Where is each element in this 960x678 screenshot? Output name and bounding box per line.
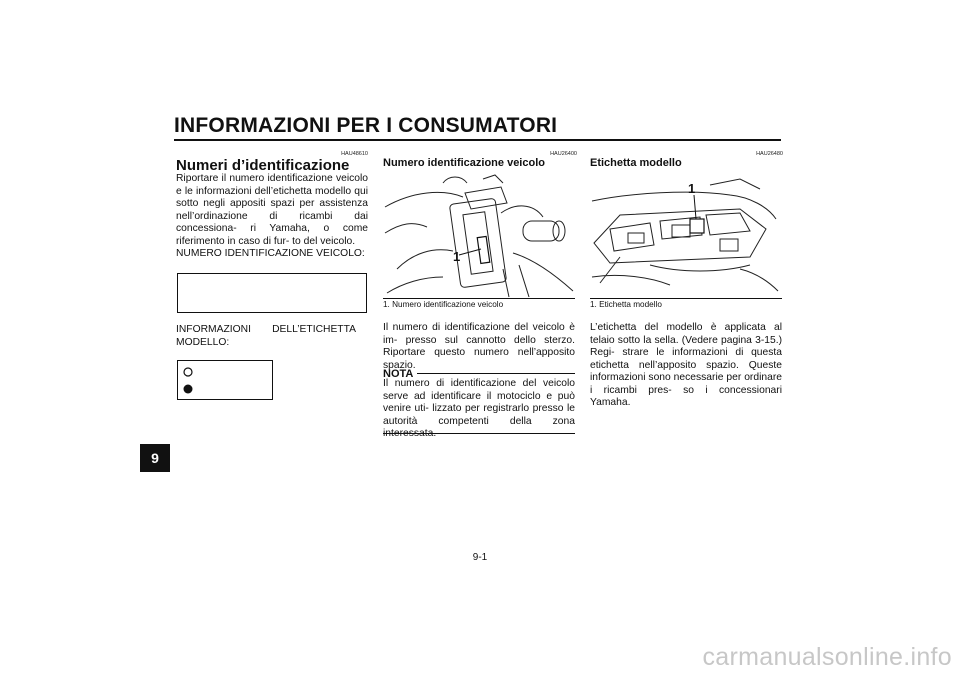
intro-paragraph [176,173,368,261]
caption-rule [383,298,575,299]
vin-entry-box[interactable] [177,273,367,313]
vin-paragraph: Il numero di identificazione del veicolo è im- presso sul cannotto dello sterzo. Riportare questo numero nell’apposito spazio. [383,322,575,371]
section-heading: Numeri d’identificazione [176,157,350,174]
intro-text: Riportare il numero identificazione veicolo e le informazioni dell’etichetta modello qui sotto negli appositi spazi per assistenza nell’ordinazione di ricambi dai concessiona- ri Yamaha, o come riferimento in caso di fur- to del veicolo. [176,173,368,247]
nota-rule [417,373,575,374]
vin-label: NUMERO IDENTIFICAZIONE VEICOLO: [176,248,365,259]
section-code: HAU26480 [756,151,783,157]
page-title: INFORMAZIONI PER I CONSUMATORI [174,114,558,137]
figure-caption: 1. Etichetta modello [590,300,662,309]
section-code: HAU48610 [341,151,368,157]
model-label-paragraph: L’etichetta del modello è applicata al telaio sotto la sella. (Vedere pagina 3-15.) Regi- strare le informazioni di questa etichetta nell’apposito spazio. Queste informazioni sono necessarie per ordinare i ricambi pres- so i concessionari Yamaha. [590,322,782,408]
caption-rule [590,298,782,299]
watermark: carmanualsonline.info [702,643,952,671]
model-label-illustration [590,173,782,298]
nota-label: NOTA [383,368,414,380]
under-seat-drawing [590,173,782,298]
nota-header [383,364,575,378]
callout-number: 1 [688,181,696,196]
title-rule [174,139,781,141]
callout-number: 1 [453,249,461,264]
page-number: 9-1 [472,552,488,563]
model-label: INFORMAZIONI DELL’ETICHETTA MODELLO: [176,324,356,348]
section-heading: Etichetta modello [590,157,682,169]
chapter-tab: 9 [140,444,170,472]
model-entry-box[interactable] [177,360,273,400]
section-code: HAU26400 [550,151,577,157]
steering-head-drawing [383,173,575,298]
model-box-symbols [178,361,272,399]
open-circle-icon [184,368,192,376]
section-heading: Numero identificazione veicolo [383,157,545,169]
nota-text: Il numero di identificazione del veicolo serve ad identificare il motociclo e può venire uti- lizzato per registrarlo presso le autorità competenti della zona [383,378,575,427]
filled-circle-icon [184,385,193,394]
figure-caption: 1. Numero identificazione veicolo [383,300,504,309]
nota-end-rule [383,433,575,434]
vin-location-illustration [383,173,575,298]
